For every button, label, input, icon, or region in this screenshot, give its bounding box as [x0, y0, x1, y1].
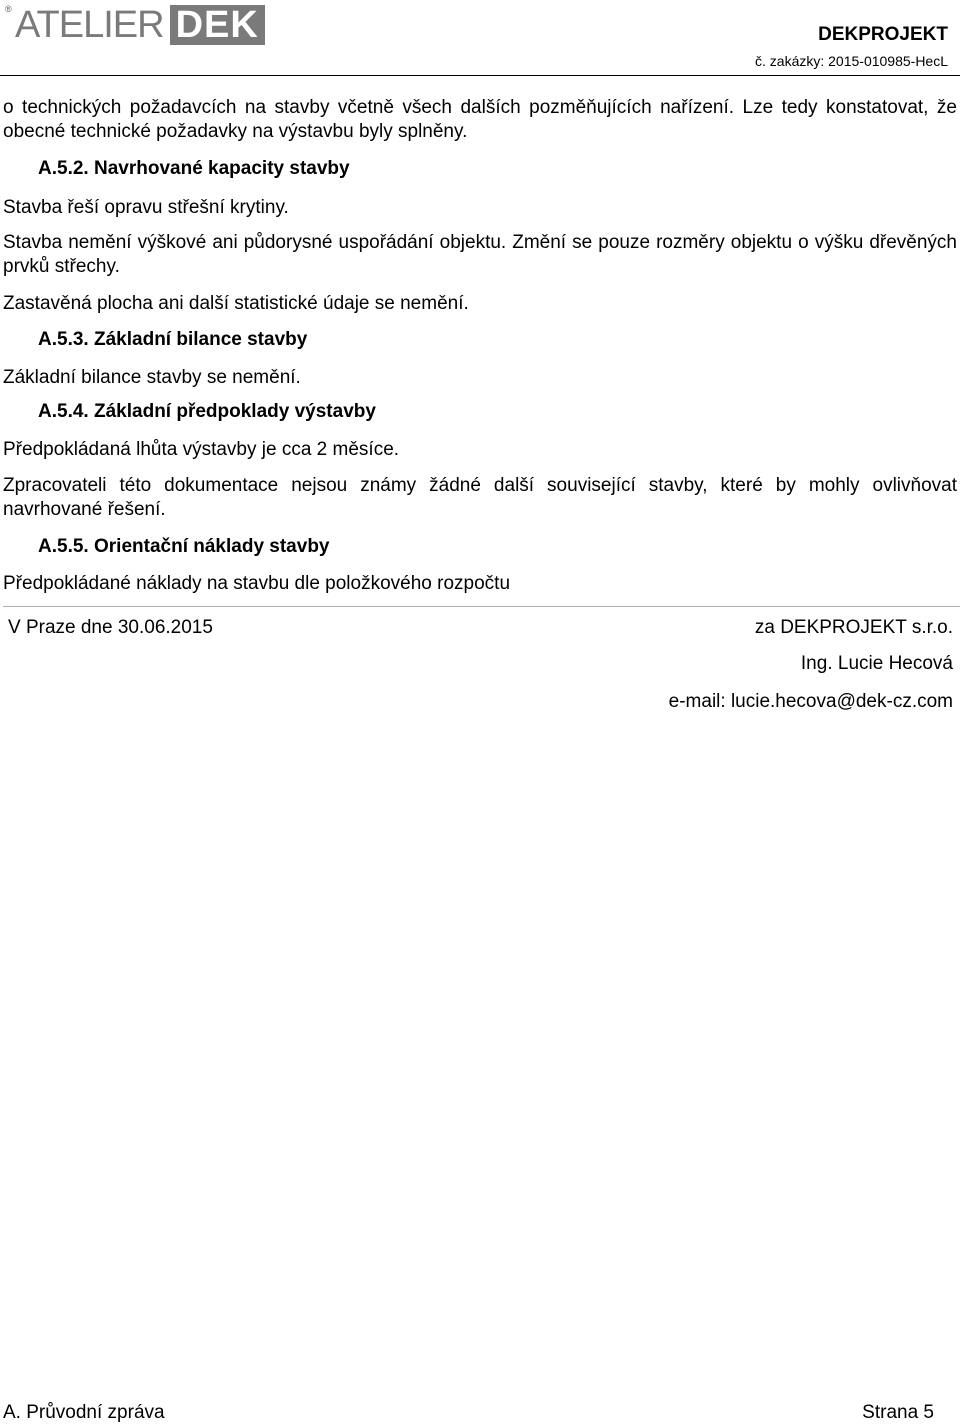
- paragraph-related-buildings: Zpracovateli této dokumentace nejsou známy žádné další související stavby, které by mohly ovlivňovat navrhované řešení.: [3, 475, 957, 520]
- paragraph-balance: Základní bilance stavby se nemění.: [3, 367, 301, 388]
- order-number: č. zakázky: 2015-010985-HecL: [755, 53, 948, 69]
- footer-section: A. Průvodní zpráva: [3, 1402, 165, 1423]
- section-number: A.5.2.: [38, 158, 89, 179]
- paragraph-requirements: o technických požadavcích na stavby včetně všech dalších pozměňujících nařízení. Lze tedy konstatovat, že obecné technické požadavky na výstavbu byly splněny.: [3, 97, 957, 142]
- section-heading-a54: [38, 401, 376, 423]
- section-number: A.5.5.: [38, 536, 89, 557]
- header-divider: [0, 75, 960, 76]
- footer-page-number: Strana 5: [862, 1402, 934, 1423]
- section-title: Navrhované kapacity stavby: [94, 158, 350, 179]
- signatory-name: Ing. Lucie Hecová: [800, 653, 953, 674]
- signatory-email: e-mail: lucie.hecova@dek-cz.com: [668, 691, 953, 712]
- paragraph-roof-repair: Stavba řeší opravu střešní krytiny.: [3, 197, 289, 218]
- section-number: A.5.3.: [38, 329, 89, 350]
- logo-atelier-text: ATELIER: [15, 4, 164, 46]
- header-title: DEKPROJEKT: [818, 24, 948, 45]
- company-logo: [5, 5, 265, 45]
- section-title: Základní předpoklady výstavby: [94, 401, 376, 422]
- paragraph-dimensions: Stavba nemění výškové ani půdorysné uspořádání objektu. Změní se pouze rozměry objektu o výšku dřevěných prvků střechy.: [3, 232, 957, 277]
- signature-divider: [3, 606, 960, 607]
- registered-mark: ®: [5, 4, 12, 14]
- section-heading-a53: [38, 329, 307, 351]
- section-title: Orientační náklady stavby: [94, 536, 330, 557]
- section-heading-a55: [38, 536, 330, 558]
- logo-dek-text: DEK: [170, 5, 265, 45]
- section-heading-a52: [38, 158, 350, 180]
- paragraph-costs: Předpokládané náklady na stavbu dle položkového rozpočtu: [3, 573, 511, 594]
- section-title: Základní bilance stavby: [94, 329, 308, 350]
- paragraph-duration: Předpokládaná lhůta výstavby je cca 2 měsíce.: [3, 439, 400, 460]
- company-signature: za DEKPROJEKT s.r.o.: [754, 617, 953, 638]
- place-date: V Praze dne 30.06.2015: [8, 617, 213, 638]
- paragraph-built-area: Zastavěná plocha ani další statistické údaje se nemění.: [3, 293, 469, 314]
- section-number: A.5.4.: [38, 401, 89, 422]
